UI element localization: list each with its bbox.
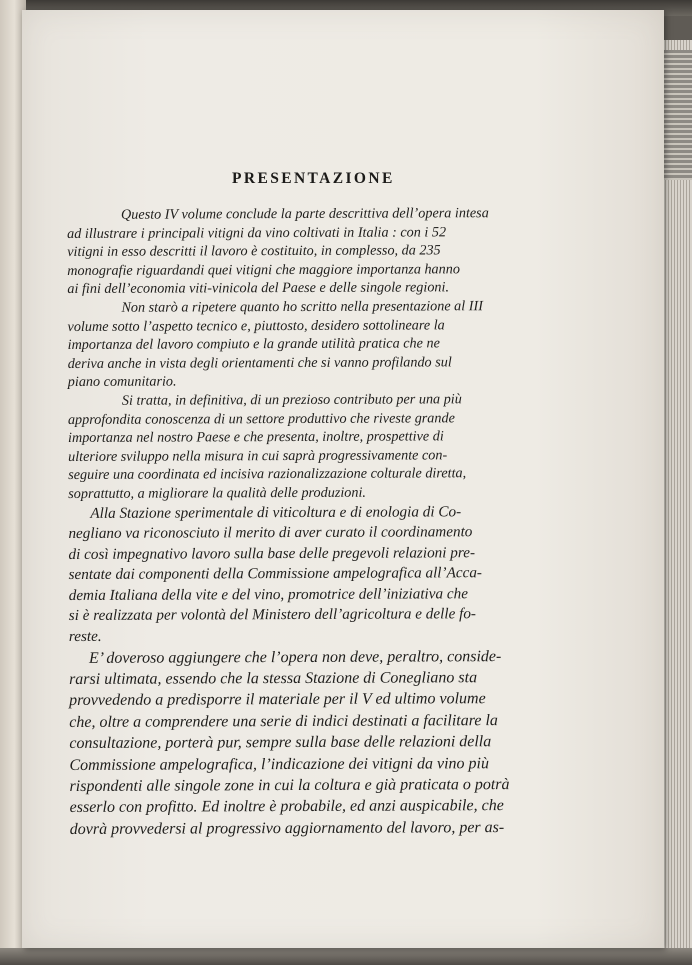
text-line: Non starò a ripetere quanto ho scritto nella presentazione al III: [121, 298, 483, 316]
paragraph-1: [67, 204, 567, 299]
text-line: che, oltre a comprendere una serie di indici destinati a facilitare la: [69, 711, 498, 731]
text-line: rispondenti alle singole zone in cui la coltura e già praticata o potrà: [69, 776, 510, 795]
text-line: provvedendo a predisporre il materiale per il V ed ultimo volume: [69, 690, 486, 710]
body-text: [67, 204, 570, 840]
text-line: si è realizzata per volontà del Ministero dell’agricoltura e delle fo-: [68, 605, 477, 625]
paragraph-5: [69, 645, 570, 840]
text-line: sentate dai componenti della Commissione ampelografica all’Acca-: [68, 564, 483, 584]
text-line: piano comunitario.: [67, 373, 177, 391]
text-line: seguire una coordinata ed incisiva razionalizzazione colturale diretta,: [68, 465, 467, 484]
text-line: esserlo con profitto. Ed inoltre è probabile, ed anzi auspicabile, che: [69, 797, 504, 817]
text-line: ai fini dell’economia viti-vinicola del Paese e delle singole regioni.: [67, 279, 450, 298]
text-line: Commissione ampelografica, l’indicazione dei vitigni da vino più: [69, 754, 489, 774]
text-line: importanza del lavoro compiuto e la grande utilità pratica che ne: [67, 335, 440, 354]
paragraph-3: [68, 390, 568, 504]
text-line: volume sotto l’aspetto tecnico e, piuttosto, desidero sottolineare la: [67, 316, 445, 335]
bottom-shadow: [0, 948, 692, 965]
text-line: monografie riguardandi quei vitigni che maggiore importanza hanno: [67, 261, 460, 279]
text-line: dovrà provvedersi al progressivo aggiornamento del lavoro, per as-: [69, 818, 505, 838]
text-line: negliano va riconosciuto il merito di aver curato il coordinamento: [68, 523, 473, 543]
text-line: approfondita conoscenza di un settore produttivo che riveste grande: [67, 409, 455, 428]
text-line: rarsi ultimata, essendo che la stessa Stazione di Conegliano sta: [69, 669, 478, 689]
text-line: deriva anche in vista degli orientamenti che si vanno profilando sul: [67, 354, 452, 372]
page-title: PRESENTAZIONE: [232, 170, 395, 187]
text-line: Alla Stazione sperimentale di viticoltura e di enologia di Co-: [90, 502, 462, 522]
text-line: soprattutto, a migliorare la qualità delle produzioni.: [68, 484, 366, 502]
text-line: vitigni in esso descritti il lavoro è costituito, in complesso, da 235: [67, 242, 441, 261]
text-line: demia Italiana della vite e del vino, promotrice dell’iniziativa che: [68, 585, 469, 604]
text-line: Questo IV volume conclude la parte descrittiva dell’opera intesa: [121, 205, 489, 223]
page-stack-shadow: [664, 50, 692, 180]
text-line: Si tratta, in definitiva, di un prezioso contributo per una più: [121, 391, 462, 409]
text-line: importanza nel nostro Paese e che presenta, inoltre, prospettive di: [67, 428, 444, 447]
paragraph-4: [68, 501, 569, 647]
text-line: di così impegnativo lavoro sulla base delle pregevoli relazioni pre-: [68, 543, 476, 563]
text-line: E’ doveroso aggiungere che l’opera non deve, peraltro, conside-: [88, 647, 502, 667]
text-line: reste.: [68, 627, 102, 646]
text-line: ulteriore sviluppo nella misura in cui saprà progressivamente con-: [68, 447, 448, 465]
text-line: consultazione, porterà pur, sempre sulla base delle relazioni della: [69, 733, 492, 753]
text-line: ad illustrare i principali vitigni da vino coltivati in Italia : con i 52: [67, 223, 447, 242]
paragraph-2: [67, 297, 567, 392]
